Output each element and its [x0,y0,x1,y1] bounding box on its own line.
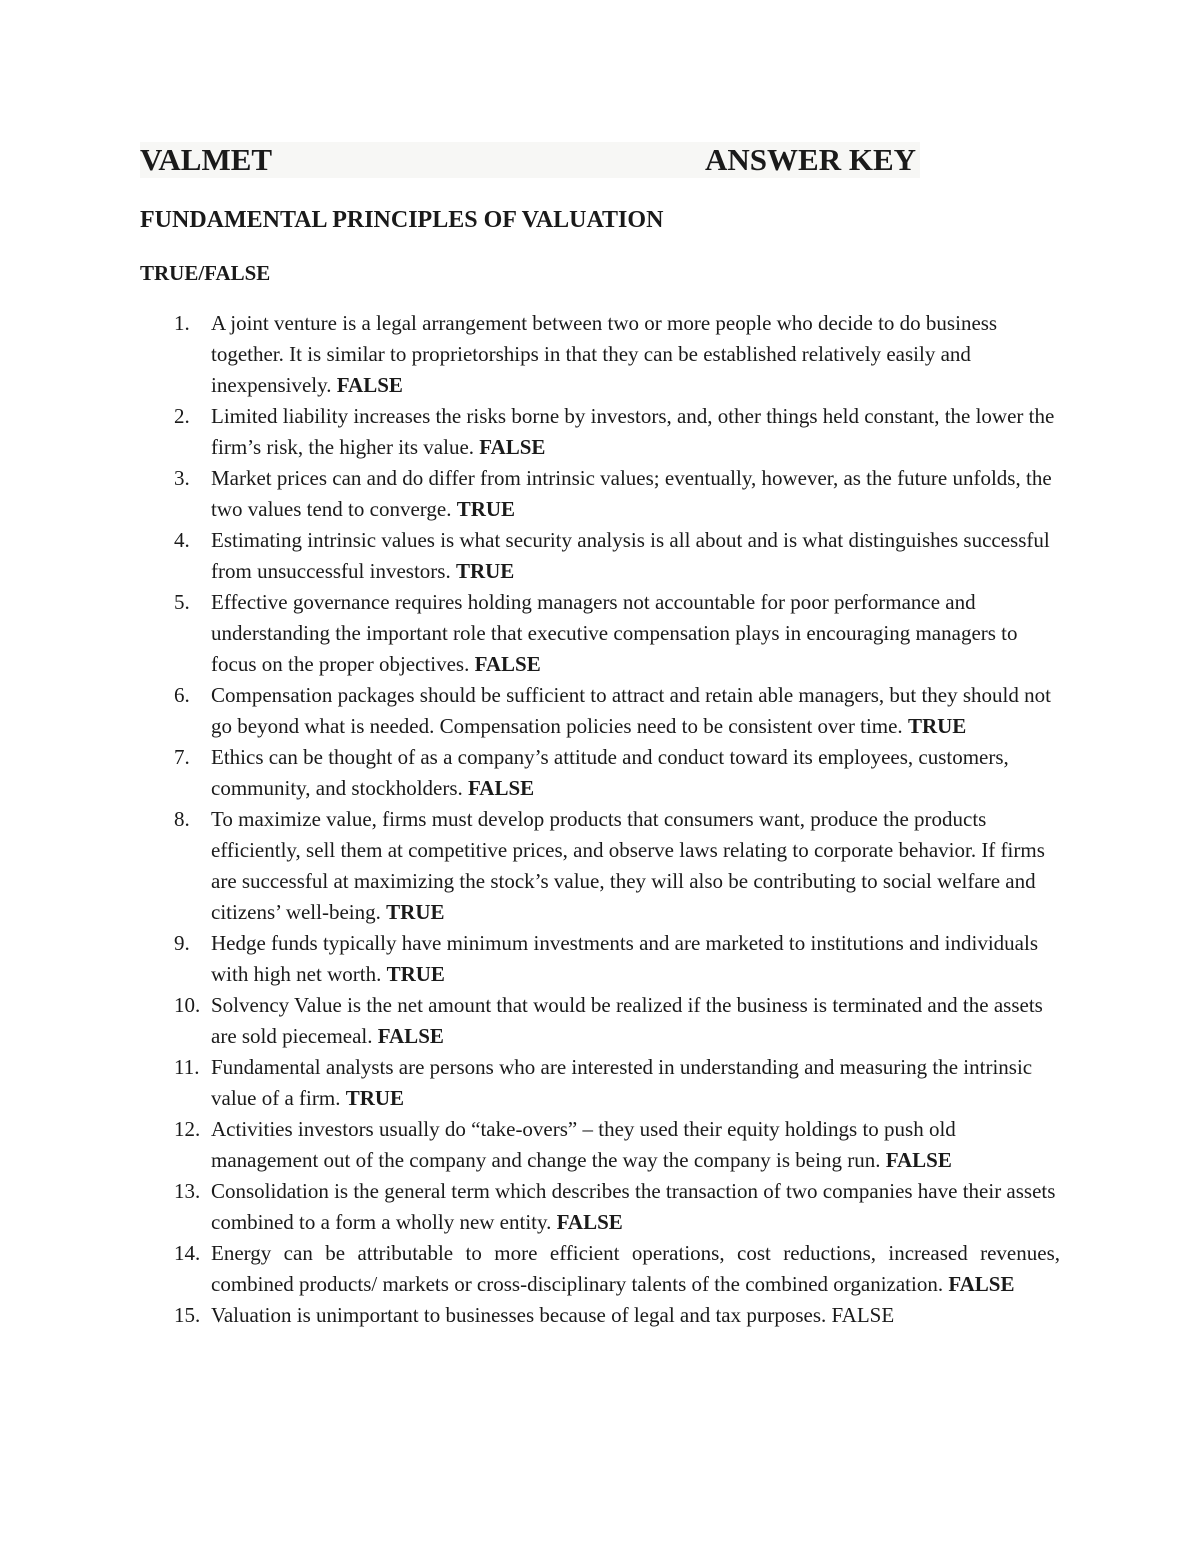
item-number: 6. [174,683,190,707]
item-answer: FALSE [336,373,403,397]
item-text: A joint venture is a legal arrangement between two or more people who decide to do business together. It is similar to proprietorships in that they can be established relatively easily and inexpensively. [211,311,998,397]
item-number: 1. [174,311,190,335]
list-item [140,1052,1060,1114]
item-number: 3. [174,466,190,490]
item-answer: TRUE [386,962,445,986]
subsection-title: TRUE/FALSE [140,261,271,285]
item-text: Estimating intrinsic values is what security analysis is all about and is what distinguishes successful from unsuccessful investors. [211,528,1050,583]
item-answer: FALSE [468,776,535,800]
item-text: Compensation packages should be sufficient to attract and retain able managers, but they should not go beyond what is needed. Compensation policies need to be consistent over time. [211,683,1051,738]
item-number: 10. [174,993,201,1017]
list-item [140,308,1060,401]
list-item [140,525,1060,587]
item-text: To maximize value, firms must develop products that consumers want, produce the products efficiently, sell them at competitive prices, and observe laws relating to corporate behavior. If firms are successful at maximizing the stock’s value, they will also be contributing to social welfare and citizens’ well-being. [211,807,1045,924]
list-item [140,587,1060,680]
item-answer: TRUE [386,900,445,924]
item-answer: FALSE [479,435,546,459]
item-number: 14. [174,1241,201,1265]
item-text: Solvency Value is the net amount that would be realized if the business is terminated and the assets are sold piecemeal. [211,993,1043,1048]
item-answer: FALSE [556,1210,623,1234]
list-item [140,401,1060,463]
list-item [140,1238,1060,1300]
item-answer: TRUE [455,559,515,583]
item-number: 9. [174,931,190,955]
course-title: VALMET [140,142,273,177]
item-text: Energy can be attributable to more efficient operations, cost reductions, increased revenues, combined products/ markets or cross-disciplinary talents of the combined organization. [211,1241,1060,1296]
item-text: Valuation is unimportant to businesses because of legal and tax purposes. [211,1303,832,1327]
list-item [140,463,1060,525]
item-answer: TRUE [907,714,967,738]
item-answer: FALSE [948,1272,1015,1296]
list-item [140,928,1060,990]
item-text: Consolidation is the general term which describes the transaction of two companies have their assets combined to a form a wholly new entity. [211,1179,1056,1234]
item-number: 7. [174,745,190,769]
item-number: 4. [174,528,190,552]
item-answer: FALSE [474,652,541,676]
list-item [140,1114,1060,1176]
item-answer: FALSE [377,1024,444,1048]
item-text: Market prices can and do differ from intrinsic values; eventually, however, as the future unfolds, the two values tend to converge. [211,466,1052,521]
item-number: 15. [174,1303,201,1327]
list-item [140,1300,1060,1331]
list-item [140,804,1060,928]
item-answer: FALSE [885,1148,952,1172]
item-text: Effective governance requires holding managers not accountable for poor performance and understanding the important role that executive compensation plays in encouraging managers to focus on the proper objectives. [211,590,1018,676]
list-item [140,742,1060,804]
item-text: Ethics can be thought of as a company’s attitude and conduct toward its employees, customers, community, and stockholders. [211,745,1009,800]
item-number: 8. [174,807,190,831]
item-number: 5. [174,590,190,614]
section-title: FUNDAMENTAL PRINCIPLES OF VALUATION [140,207,664,233]
item-answer: FALSE [831,1303,895,1327]
item-number: 13. [174,1179,201,1203]
list-item [140,680,1060,742]
answer-key-title: ANSWER KEY [705,142,917,177]
item-answer: TRUE [456,497,516,521]
item-answer: TRUE [345,1086,405,1110]
item-number: 2. [174,404,190,428]
item-text: Activities investors usually do “take-overs” – they used their equity holdings to push old management out of the company and change the way the company is being run. [211,1117,956,1172]
item-text: Hedge funds typically have minimum investments and are marketed to institutions and individuals with high net worth. [211,931,1039,986]
list-item [140,990,1060,1052]
item-number: 12. [174,1117,201,1141]
title-row [140,142,920,178]
question-list [140,308,1060,1331]
item-text: Fundamental analysts are persons who are interested in understanding and measuring the intrinsic value of a firm. [211,1055,1033,1110]
item-text: Limited liability increases the risks borne by investors, and, other things held constant, the lower the firm’s risk, the higher its value. [211,404,1055,459]
item-number: 11. [174,1055,200,1079]
list-item [140,1176,1060,1238]
